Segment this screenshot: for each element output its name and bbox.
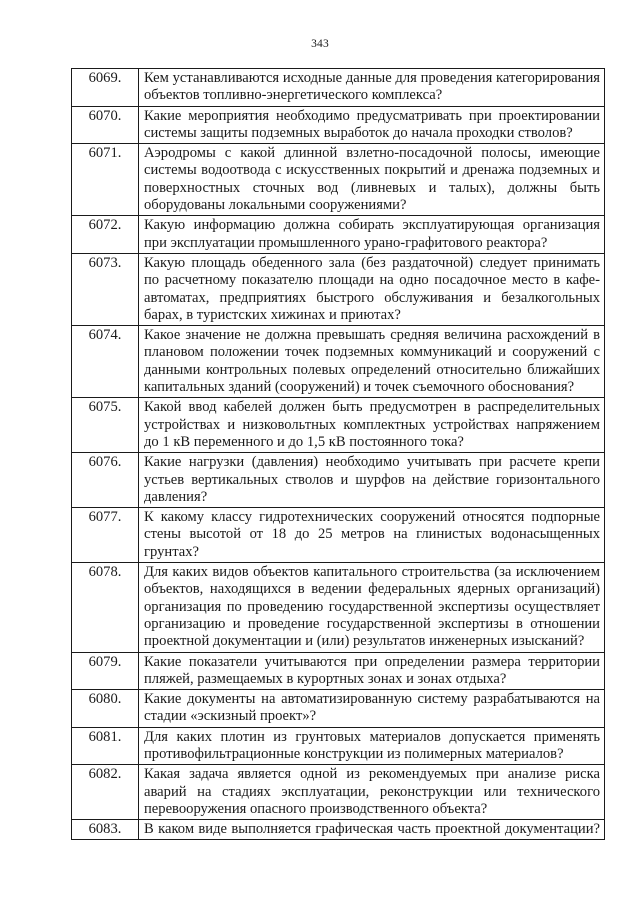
question-text: Для каких видов объектов капитального строительства (за исключением объектов, находящихся в ведении федеральных ядерных организаций) организация по проведению государственной экспертизы осуществляет организацию и проведение государственной экспертизы в отношении проектной документации и (или) результатов инженерных изысканий? bbox=[139, 563, 605, 652]
question-text: Какую информацию должна собирать эксплуатирующая организация при эксплуатации промышленного урано-графитового реактора? bbox=[139, 216, 605, 254]
question-text: Какие документы на автоматизированную систему разрабатываются на стадии «эскизный проект»? bbox=[139, 690, 605, 728]
question-number: 6075. bbox=[72, 398, 139, 453]
question-number: 6083. bbox=[72, 820, 139, 840]
question-text: Какое значение не должна превышать средняя величина расхождений в плановом положении точек подземных коммуникаций и сооружений с данными контрольных полевых определений относительно ближайших капитальных зданий (сооружений) и точек съемочного обоснования? bbox=[139, 326, 605, 398]
question-number: 6072. bbox=[72, 216, 139, 254]
table-row bbox=[72, 69, 605, 107]
question-text: Какая задача является одной из рекомендуемых при анализе риска аварий на стадиях эксплуатации, реконструкции или технического перевооружения опасного производственного объекта? bbox=[139, 765, 605, 820]
table-row bbox=[72, 820, 605, 840]
question-text: Для каких плотин из грунтовых материалов допускается применять противофильтрационные конструкции из полимерных материалов? bbox=[139, 727, 605, 765]
table-row bbox=[72, 453, 605, 508]
question-number: 6074. bbox=[72, 326, 139, 398]
question-number: 6076. bbox=[72, 453, 139, 508]
question-number: 6081. bbox=[72, 727, 139, 765]
table-row bbox=[72, 727, 605, 765]
question-number: 6079. bbox=[72, 652, 139, 690]
table-row bbox=[72, 326, 605, 398]
table-row bbox=[72, 253, 605, 325]
question-number: 6070. bbox=[72, 106, 139, 144]
table-row bbox=[72, 563, 605, 652]
table-row bbox=[72, 216, 605, 254]
question-text: Какие мероприятия необходимо предусматривать при проектировании системы защиты подземных выработок до начала проходки стволов? bbox=[139, 106, 605, 144]
question-number: 6082. bbox=[72, 765, 139, 820]
table-row bbox=[72, 508, 605, 563]
table-row bbox=[72, 690, 605, 728]
question-text: Кем устанавливаются исходные данные для проведения категорирования объектов топливно-энергетического комплекса? bbox=[139, 69, 605, 107]
table-row bbox=[72, 398, 605, 453]
page-number: 343 bbox=[311, 38, 329, 50]
question-text: К какому классу гидротехнических сооружений относятся подпорные стены высотой от 18 до 25 метров на глинистых водонасыщенных грунтах? bbox=[139, 508, 605, 563]
questions-table bbox=[71, 68, 605, 840]
table-row bbox=[72, 144, 605, 216]
question-number: 6073. bbox=[72, 253, 139, 325]
question-number: 6071. bbox=[72, 144, 139, 216]
table-row bbox=[72, 106, 605, 144]
question-number: 6077. bbox=[72, 508, 139, 563]
question-number: 6069. bbox=[72, 69, 139, 107]
question-text: Какие нагрузки (давления) необходимо учитывать при расчете крепи устьев вертикальных стволов и шурфов на действие горизонтального давления? bbox=[139, 453, 605, 508]
question-text: Какой ввод кабелей должен быть предусмотрен в распределительных устройствах и низковольтных комплектных устройствах напряжением до 1 кВ переменного и до 1,5 кВ постоянного тока? bbox=[139, 398, 605, 453]
question-text: Какую площадь обеденного зала (без раздаточной) следует принимать по расчетному показателю площади на одно посадочное место в кафе-автоматах, предприятиях быстрого обслуживания и безалкогольных барах, в туристских хижинах и приютах? bbox=[139, 253, 605, 325]
question-text: Аэродромы с какой длинной взлетно-посадочной полосы, имеющие системы водоотвода с искусственных покрытий и дренажа подземных и поверхностных сточных вод (ливневых и талых), должны быть оборудованы локальными сооружениями? bbox=[139, 144, 605, 216]
question-text: В каком виде выполняется графическая часть проектной документации? bbox=[139, 820, 605, 840]
question-number: 6080. bbox=[72, 690, 139, 728]
table-row bbox=[72, 652, 605, 690]
question-text: Какие показатели учитываются при определении размера территории пляжей, размещаемых в курортных зонах и зонах отдыха? bbox=[139, 652, 605, 690]
table-row bbox=[72, 765, 605, 820]
question-number: 6078. bbox=[72, 563, 139, 652]
